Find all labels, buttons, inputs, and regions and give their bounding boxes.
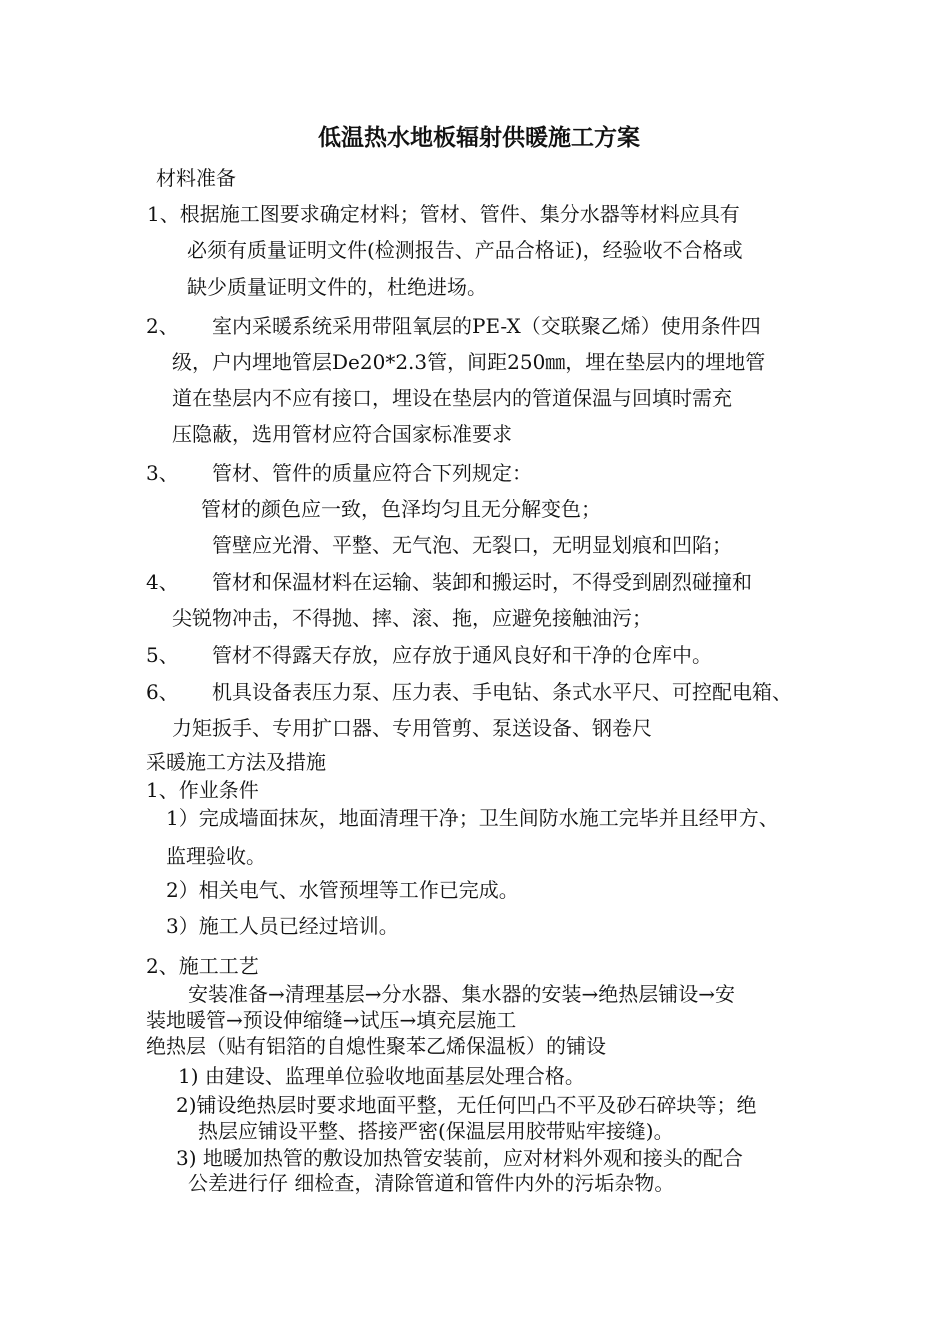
page-title: 低温热水地板辐射供暖施工方案	[318, 124, 640, 151]
material-item-3-line-3: 管壁应光滑、平整、无气泡、无裂口，无明显划痕和凹陷；	[212, 533, 732, 557]
material-item-6-line-2: 力矩扳手、专用扩口器、专用管剪、泵送设备、钢卷尺	[172, 716, 652, 740]
subsection-heading-process: 2、施工工艺	[146, 954, 259, 978]
material-item-2-line-4: 压隐蔽，选用管材应符合国家标准要求	[172, 422, 512, 446]
material-item-1-line-2: 必须有质量证明文件(检测报告、产品合格证)，经验收不合格或	[187, 238, 743, 262]
insulation-line-2: 2)铺设绝热层时要求地面平整，无任何凹凸不平及砂石碎块等；绝	[176, 1093, 757, 1117]
section-heading-materials: 材料准备	[156, 166, 236, 190]
material-item-6-number: 6、	[146, 680, 179, 704]
material-item-4-number: 4、	[146, 570, 179, 594]
material-item-2-line-2: 级，户内埋地管层De20*2.3管，间距250㎜，埋在垫层内的埋地管	[172, 350, 766, 374]
material-item-4-line-1: 管材和保温材料在运输、装卸和搬运时，不得受到剧烈碰撞和	[212, 570, 752, 594]
material-item-2-line-3: 道在垫层内不应有接口，埋设在垫层内的管道保温与回填时需充	[172, 386, 732, 410]
process-line-1: 安装准备→清理基层→分水器、集水器的安装→绝热层铺设→安	[188, 982, 736, 1006]
material-item-5-number: 5、	[146, 643, 179, 667]
condition-line-2: 监理验收。	[166, 844, 266, 868]
material-item-4-line-2: 尖锐物冲击，不得抛、摔、滚、拖，应避免接触油污；	[172, 606, 652, 630]
section-heading-methods: 采暖施工方法及措施	[146, 750, 326, 774]
material-item-5-line-1: 管材不得露天存放，应存放于通风良好和干净的仓库中。	[212, 643, 712, 667]
condition-line-4: 3）施工人员已经过培训。	[166, 914, 399, 938]
insulation-line-5: 公差进行仔 细检查，清除管道和管件内外的污垢杂物。	[188, 1171, 675, 1195]
material-item-1-line-3: 缺少质量证明文件的，杜绝进场。	[187, 275, 487, 299]
condition-line-1: 1）完成墙面抹灰，地面清理干净；卫生间防水施工完毕并且经甲方、	[166, 806, 779, 830]
insulation-line-3: 热层应铺设平整、搭接严密(保温层用胶带贴牢接缝)。	[198, 1119, 674, 1143]
material-item-2-line-1: 室内采暖系统采用带阻氧层的PE-X（交联聚乙烯）使用条件四	[212, 314, 761, 338]
material-item-3-line-2: 管材的颜色应一致，色泽均匀且无分解变色；	[201, 497, 601, 521]
subsection-heading-conditions: 1、作业条件	[146, 778, 259, 802]
insulation-line-4: 3) 地暖加热管的敷设加热管安装前，应对材料外观和接头的配合	[176, 1146, 743, 1170]
process-line-2: 装地暖管→预设伸缩缝→试压→填充层施工	[146, 1008, 517, 1032]
condition-line-3: 2）相关电气、水管预埋等工作已完成。	[166, 878, 519, 902]
material-item-2-number: 2、	[146, 314, 179, 338]
material-item-6-line-1: 机具设备表压力泵、压力表、手电钻、条式水平尺、可控配电箱、	[212, 680, 792, 704]
insulation-heading: 绝热层（贴有铝箔的自熄性聚苯乙烯保温板）的铺设	[146, 1034, 606, 1058]
material-item-3-number: 3、	[146, 461, 179, 485]
insulation-line-1: 1) 由建设、监理单位验收地面基层处理合格。	[178, 1064, 585, 1088]
material-item-3-line-1: 管材、管件的质量应符合下列规定：	[212, 461, 532, 485]
material-item-1-line-1: 1、根据施工图要求确定材料；管材、管件、集分水器等材料应具有	[147, 202, 740, 226]
